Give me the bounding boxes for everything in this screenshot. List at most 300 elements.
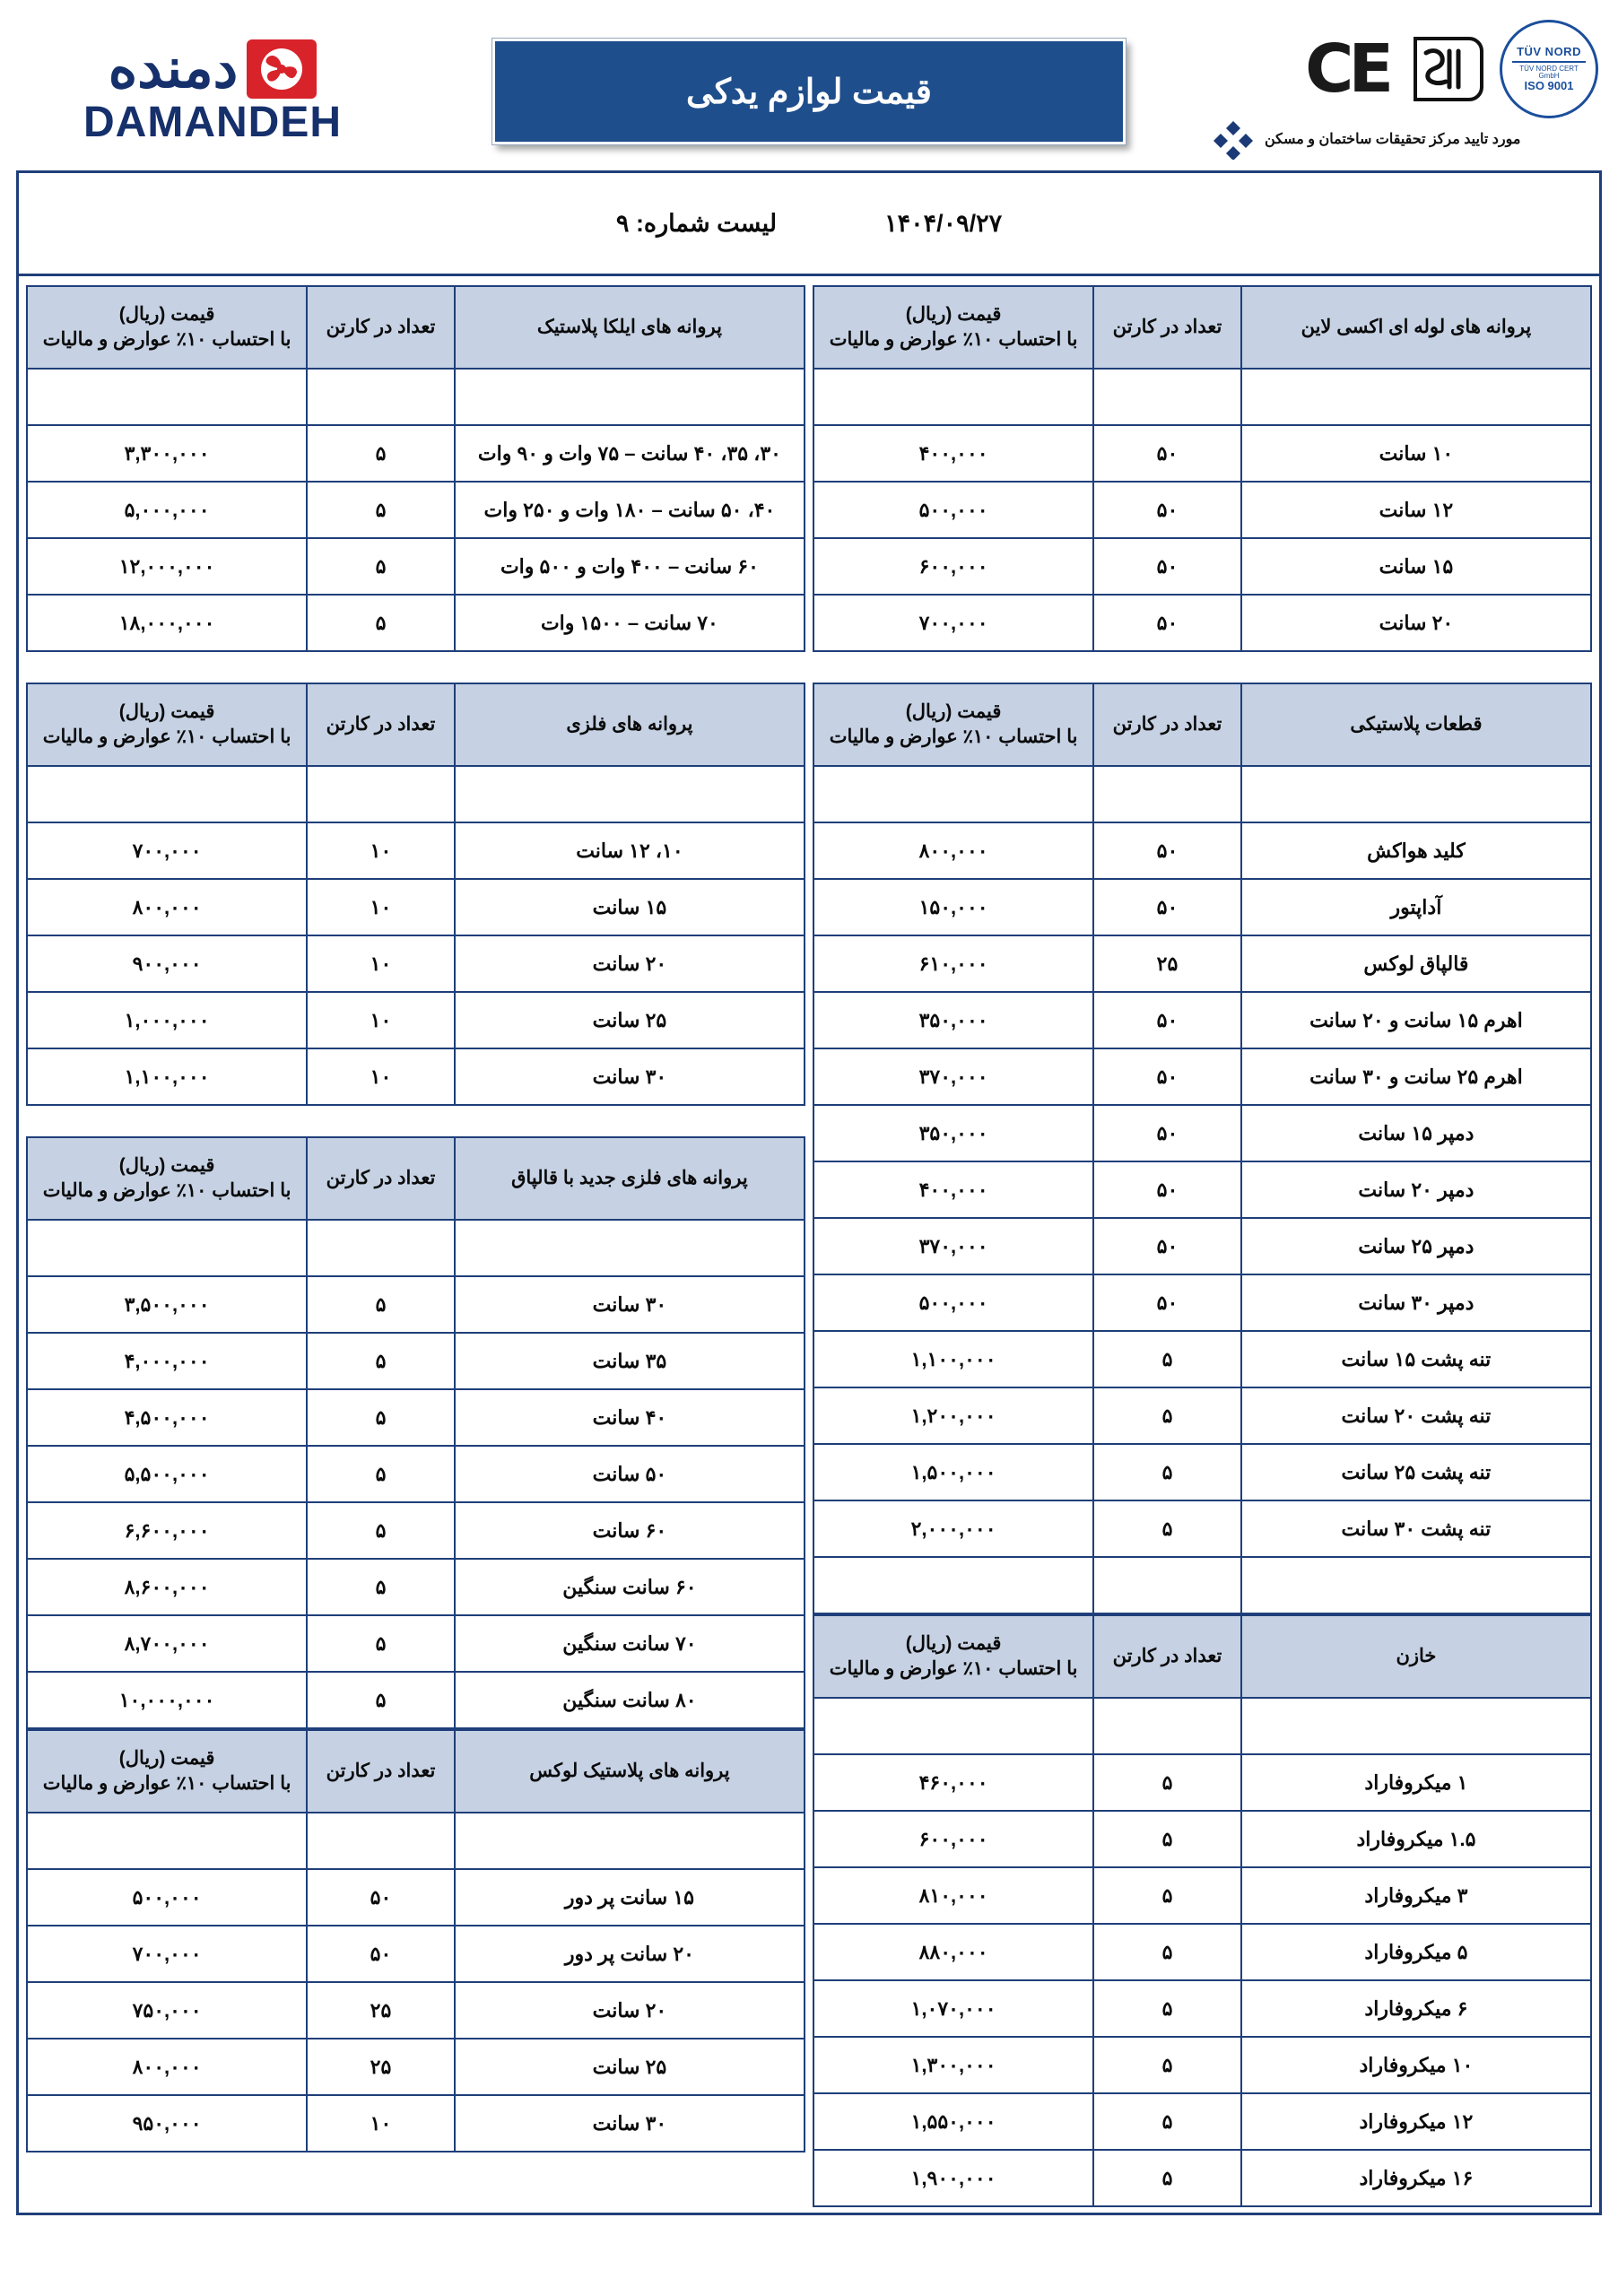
cell-price: ۷۰۰,۰۰۰ [813, 595, 1093, 651]
table-row [27, 2039, 805, 2095]
table-row [27, 2095, 805, 2152]
cell-name: آداپتور [1241, 879, 1591, 935]
cell-name: دمپر ۳۰ سانت [1241, 1274, 1591, 1331]
cell-count: ۵ [1093, 1867, 1241, 1924]
header-price [27, 1137, 307, 1220]
bhrc-icon [1213, 118, 1254, 160]
tuv-nord-icon [1500, 20, 1598, 118]
table-row [27, 879, 805, 935]
page-title: قیمت لوازم یدکی [686, 73, 932, 111]
table-row [27, 822, 805, 879]
cell-name: ۱۲ سانت [1241, 482, 1591, 538]
header-price-line1: قیمت (ریال) [118, 1154, 215, 1176]
table-row [813, 1105, 1591, 1161]
certs-row [1213, 20, 1598, 118]
cell-price: ۳۵۰,۰۰۰ [813, 1105, 1093, 1161]
cell-name: ۷۰ سانت سنگین [455, 1615, 805, 1672]
cell-name: ۲۰ سانت [455, 1982, 805, 2039]
table-row [27, 1048, 805, 1105]
table-header-row [27, 286, 805, 369]
cell-name: تنه پشت ۲۵ سانت [1241, 1444, 1591, 1500]
header-plastic-parts: قطعات پلاستیکی [1241, 683, 1591, 766]
header-count: تعداد در کارتن [1093, 1615, 1241, 1698]
spacer-cell [455, 1220, 805, 1276]
brand-top [109, 39, 318, 99]
cell-name: تنه پشت ۱۵ سانت [1241, 1331, 1591, 1387]
spacer-cell [307, 766, 455, 822]
cell-count: ۲۵ [307, 1982, 455, 2039]
tuv-line1: TÜV NORD [1517, 44, 1581, 58]
header-price-line2: با احتساب ۱۰٪ عوارض و مالیات [42, 329, 291, 350]
cell-price: ۳۵۰,۰۰۰ [813, 992, 1093, 1048]
cell-count: ۵۰ [307, 1926, 455, 1982]
cell-count: ۱۰ [307, 992, 455, 1048]
table-lux-plastic-impellers [26, 1729, 805, 2152]
table-header-row [27, 683, 805, 766]
table-row [813, 2150, 1591, 2206]
table-plastic-parts [813, 683, 1592, 1614]
table-row [27, 1559, 805, 1615]
fan-icon [247, 39, 317, 99]
cell-price: ۶۱۰,۰۰۰ [813, 935, 1093, 992]
header-ilka-plastic: پروانه های ایلکا پلاستیک [455, 286, 805, 369]
document-title-box [492, 39, 1126, 144]
table-row [27, 1982, 805, 2039]
header-price-line2: با احتساب ۱۰٪ عوارض و مالیات [829, 726, 1078, 747]
cell-count: ۱۰ [307, 822, 455, 879]
cell-count: ۵ [1093, 1331, 1241, 1387]
cell-name: ۳۰ سانت [455, 1276, 805, 1333]
cell-count: ۵۰ [1093, 1048, 1241, 1105]
table-row [27, 1869, 805, 1926]
company-logo [20, 39, 405, 145]
cell-name: ۵۰ سانت [455, 1446, 805, 1502]
header-price [813, 286, 1093, 369]
cell-count: ۵ [1093, 2037, 1241, 2093]
right-column [26, 285, 805, 2207]
header-axial-line-pipe: پروانه های لوله ای اکسی لاین [1241, 286, 1591, 369]
cell-count: ۵۰ [1093, 1274, 1241, 1331]
spacer-cell [307, 1220, 455, 1276]
cell-price: ۹۵۰,۰۰۰ [27, 2095, 307, 2152]
cell-name: تنه پشت ۲۰ سانت [1241, 1387, 1591, 1444]
cell-name: ۲۰ سانت پر دور [455, 1926, 805, 1982]
cell-count: ۵ [1093, 1980, 1241, 2037]
cell-price: ۳۷۰,۰۰۰ [813, 1048, 1093, 1105]
cell-name: ۱۵ سانت [1241, 538, 1591, 595]
table-row [813, 425, 1591, 482]
cell-price: ۱,۱۰۰,۰۰۰ [27, 1048, 307, 1105]
cell-name: اهرم ۲۵ سانت و ۳۰ سانت [1241, 1048, 1591, 1105]
cell-name: ۷۰ سانت – ۱۵۰۰ وات [455, 595, 805, 651]
cell-count: ۱۰ [307, 935, 455, 992]
table-row [813, 2037, 1591, 2093]
table-row [27, 482, 805, 538]
spacer-cell [27, 1813, 307, 1869]
cell-count: ۲۵ [307, 2039, 455, 2095]
header-metal-impellers: پروانه های فلزی [455, 683, 805, 766]
cell-price: ۸۰۰,۰۰۰ [27, 879, 307, 935]
spacer-row [813, 766, 1591, 822]
cell-name: ۲۵ سانت [455, 2039, 805, 2095]
table-row [27, 1615, 805, 1672]
cell-price: ۱,۹۰۰,۰۰۰ [813, 2150, 1093, 2206]
table-row [813, 1924, 1591, 1980]
cell-count: ۵۰ [1093, 595, 1241, 651]
cell-name: دمپر ۲۵ سانت [1241, 1218, 1591, 1274]
cell-price: ۱,۰۰۰,۰۰۰ [27, 992, 307, 1048]
cell-name: ۱۵ سانت پر دور [455, 1869, 805, 1926]
cell-count: ۵ [307, 595, 455, 651]
cell-price: ۵۰۰,۰۰۰ [27, 1869, 307, 1926]
cell-price: ۷۰۰,۰۰۰ [27, 1926, 307, 1982]
spacer-cell [1093, 1557, 1241, 1613]
header-price-line1: قیمت (ریال) [118, 700, 215, 722]
list-date: ۱۴۰۴/۰۹/۲۷ [884, 209, 1003, 237]
table-header-row [813, 286, 1591, 369]
cell-price: ۵,۰۰۰,۰۰۰ [27, 482, 307, 538]
table-axial-line-pipe [813, 285, 1592, 652]
cell-price: ۹۰۰,۰۰۰ [27, 935, 307, 992]
cell-count: ۵ [307, 1333, 455, 1389]
cell-price: ۷۵۰,۰۰۰ [27, 1982, 307, 2039]
cell-name: ۶۰ سانت [455, 1502, 805, 1559]
table-row [813, 1387, 1591, 1444]
table-row [813, 1218, 1591, 1274]
cell-count: ۵۰ [1093, 822, 1241, 879]
table-row [27, 1502, 805, 1559]
tuv-line3: GmbH [1538, 72, 1560, 80]
spacer-cell [455, 766, 805, 822]
table-metal-impellers [26, 683, 805, 1106]
cell-count: ۵ [307, 1615, 455, 1672]
table-row [813, 1331, 1591, 1387]
table-row [27, 595, 805, 651]
table-row [813, 1867, 1591, 1924]
brand-name-en: DAMANDEH [83, 98, 342, 146]
header-count: تعداد در کارتن [1093, 286, 1241, 369]
cell-name: ۴۰، ۵۰ سانت – ۱۸۰ وات و ۲۵۰ وات [455, 482, 805, 538]
table-gap [26, 1106, 805, 1136]
cell-name: ۵ میکروفاراد [1241, 1924, 1591, 1980]
tuv-line4: ISO 9001 [1524, 79, 1574, 93]
cell-price: ۴۰۰,۰۰۰ [813, 425, 1093, 482]
table-row [27, 1389, 805, 1446]
table-row [813, 538, 1591, 595]
spacer-row [813, 1557, 1591, 1613]
cell-name: قالپاق لوکس [1241, 935, 1591, 992]
spacer-row [813, 1698, 1591, 1754]
header-lux-plastic-impellers: پروانه های پلاستیک لوکس [455, 1730, 805, 1813]
cell-count: ۵ [1093, 1387, 1241, 1444]
header-count: تعداد در کارتن [307, 1137, 455, 1220]
cell-price: ۴,۵۰۰,۰۰۰ [27, 1389, 307, 1446]
table-row [27, 1926, 805, 1982]
cell-count: ۵ [307, 1389, 455, 1446]
spacer-cell [1093, 369, 1241, 425]
header-price-line1: قیمت (ریال) [905, 700, 1002, 722]
cell-price: ۱۸,۰۰۰,۰۰۰ [27, 595, 307, 651]
cell-price: ۴,۰۰۰,۰۰۰ [27, 1333, 307, 1389]
cell-name: ۱۲ میکروفاراد [1241, 2093, 1591, 2150]
bhrc-approval [1213, 118, 1598, 160]
cell-count: ۵ [1093, 1444, 1241, 1500]
header-price-line1: قیمت (ریال) [905, 1632, 1002, 1654]
cell-name: ۳۵ سانت [455, 1333, 805, 1389]
table-row [27, 935, 805, 992]
cell-name: دمپر ۱۵ سانت [1241, 1105, 1591, 1161]
cell-name: ۲۵ سانت [455, 992, 805, 1048]
cell-name: ۶۰ سانت سنگین [455, 1559, 805, 1615]
cell-count: ۵۰ [1093, 482, 1241, 538]
table-ilka-plastic [26, 285, 805, 652]
spacer-row [27, 1220, 805, 1276]
header-price [813, 683, 1093, 766]
table-gap [813, 652, 1592, 683]
header-price-line2: با احتساب ۱۰٪ عوارض و مالیات [42, 726, 291, 747]
header-count: تعداد در کارتن [1093, 683, 1241, 766]
cell-price: ۱,۲۰۰,۰۰۰ [813, 1387, 1093, 1444]
cell-price: ۵۰۰,۰۰۰ [813, 1274, 1093, 1331]
certification-marks [1213, 20, 1598, 160]
table-row [813, 2093, 1591, 2150]
cell-price: ۴۶۰,۰۰۰ [813, 1754, 1093, 1811]
cell-name: اهرم ۱۵ سانت و ۲۰ سانت [1241, 992, 1591, 1048]
cell-price: ۶۰۰,۰۰۰ [813, 1811, 1093, 1867]
table-row [813, 1811, 1591, 1867]
spacer-cell [1241, 1557, 1591, 1613]
table-row [813, 1048, 1591, 1105]
table-row [813, 595, 1591, 651]
header-price-line2: با احتساب ۱۰٪ عوارض و مالیات [42, 1773, 291, 1794]
spacer-cell [307, 1813, 455, 1869]
table-row [813, 879, 1591, 935]
header-price-line2: با احتساب ۱۰٪ عوارض و مالیات [829, 329, 1078, 350]
table-gap [26, 652, 805, 683]
header-count: تعداد در کارتن [307, 683, 455, 766]
spacer-cell [1241, 766, 1591, 822]
spacer-cell [813, 766, 1093, 822]
cell-name: ۸۰ سانت سنگین [455, 1672, 805, 1728]
cell-name: ۱ میکروفاراد [1241, 1754, 1591, 1811]
header-price-line1: قیمت (ریال) [118, 1747, 215, 1769]
header-count: تعداد در کارتن [307, 286, 455, 369]
cell-count: ۵ [307, 425, 455, 482]
cell-price: ۴۰۰,۰۰۰ [813, 1161, 1093, 1218]
table-row [27, 425, 805, 482]
cell-count: ۵۰ [307, 1869, 455, 1926]
cell-count: ۵۰ [1093, 1161, 1241, 1218]
table-capacitors [813, 1614, 1592, 2207]
cell-count: ۱۰ [307, 879, 455, 935]
cell-count: ۵ [307, 538, 455, 595]
header-metal-new-with-cap: پروانه های فلزی جدید با قالپاق [455, 1137, 805, 1220]
spacer-cell [27, 766, 307, 822]
cell-name: ۶۰ سانت – ۴۰۰ وات و ۵۰۰ وات [455, 538, 805, 595]
spacer-row [27, 1813, 805, 1869]
cell-price: ۶۰۰,۰۰۰ [813, 538, 1093, 595]
spacer-cell [1093, 766, 1241, 822]
table-metal-new-with-cap [26, 1136, 805, 1729]
spacer-cell [455, 369, 805, 425]
cell-count: ۵ [307, 1502, 455, 1559]
header-price [27, 286, 307, 369]
header-price [27, 683, 307, 766]
cell-name: ۱۵ سانت [455, 879, 805, 935]
ce-mark-icon: CE [1305, 30, 1388, 108]
cell-price: ۱,۰۷۰,۰۰۰ [813, 1980, 1093, 2037]
cell-count: ۵ [1093, 1811, 1241, 1867]
cell-price: ۳,۳۰۰,۰۰۰ [27, 425, 307, 482]
cell-count: ۵۰ [1093, 1218, 1241, 1274]
cell-count: ۵ [1093, 1754, 1241, 1811]
cell-price: ۱,۵۵۰,۰۰۰ [813, 2093, 1093, 2150]
table-row [813, 482, 1591, 538]
cell-price: ۸۰۰,۰۰۰ [813, 822, 1093, 879]
table-row [27, 992, 805, 1048]
header-price [813, 1615, 1093, 1698]
table-row [813, 1500, 1591, 1557]
cell-price: ۸,۶۰۰,۰۰۰ [27, 1559, 307, 1615]
cell-count: ۵ [1093, 2150, 1241, 2206]
cell-price: ۱,۱۰۰,۰۰۰ [813, 1331, 1093, 1387]
table-row [27, 1672, 805, 1728]
spacer-cell [813, 1557, 1093, 1613]
spacer-cell [27, 369, 307, 425]
isiri-standard-icon [1403, 30, 1485, 109]
cell-count: ۵۰ [1093, 425, 1241, 482]
cell-price: ۷۰۰,۰۰۰ [27, 822, 307, 879]
table-row [813, 822, 1591, 879]
cell-count: ۵ [1093, 1500, 1241, 1557]
cell-price: ۸۱۰,۰۰۰ [813, 1867, 1093, 1924]
spacer-cell [813, 1698, 1093, 1754]
header-price-line2: با احتساب ۱۰٪ عوارض و مالیات [829, 1658, 1078, 1679]
cell-count: ۵ [1093, 2093, 1241, 2150]
cell-price: ۸۸۰,۰۰۰ [813, 1924, 1093, 1980]
cell-price: ۳,۵۰۰,۰۰۰ [27, 1276, 307, 1333]
cell-count: ۵ [1093, 1924, 1241, 1980]
cell-count: ۵ [307, 1276, 455, 1333]
cell-count: ۲۵ [1093, 935, 1241, 992]
cell-name: ۲۰ سانت [1241, 595, 1591, 651]
cell-price: ۸,۷۰۰,۰۰۰ [27, 1615, 307, 1672]
cell-price: ۱,۵۰۰,۰۰۰ [813, 1444, 1093, 1500]
left-column [813, 285, 1592, 2207]
cell-name: ۳ میکروفاراد [1241, 1867, 1591, 1924]
header-price-line1: قیمت (ریال) [905, 303, 1002, 325]
table-row [813, 1161, 1591, 1218]
cell-name: ۱۰، ۱۲ سانت [455, 822, 805, 879]
table-row [27, 1333, 805, 1389]
cell-count: ۵۰ [1093, 992, 1241, 1048]
spacer-cell [307, 369, 455, 425]
table-header-row [27, 1730, 805, 1813]
brand-name-fa: دمنده [108, 37, 239, 100]
table-row [27, 538, 805, 595]
table-row [813, 1444, 1591, 1500]
cell-count: ۱۰ [307, 2095, 455, 2152]
table-row [813, 1274, 1591, 1331]
header-price-line1: قیمت (ریال) [118, 303, 215, 325]
spacer-cell [1241, 369, 1591, 425]
cell-price: ۵,۵۰۰,۰۰۰ [27, 1446, 307, 1502]
table-row [813, 935, 1591, 992]
cell-name: ۱۶ میکروفاراد [1241, 2150, 1591, 2206]
page-header [0, 0, 1618, 170]
table-row [27, 1446, 805, 1502]
cell-price: ۸۰۰,۰۰۰ [27, 2039, 307, 2095]
cell-name: تنه پشت ۳۰ سانت [1241, 1500, 1591, 1557]
spacer-cell [1241, 1698, 1591, 1754]
bhrc-caption: مورد تایید مرکز تحقیقات ساختمان و مسکن [1265, 132, 1521, 147]
cell-price: ۳۷۰,۰۰۰ [813, 1218, 1093, 1274]
cell-name: کلید هواکش [1241, 822, 1591, 879]
table-row [813, 992, 1591, 1048]
spacer-cell [455, 1813, 805, 1869]
cell-count: ۵۰ [1093, 538, 1241, 595]
table-row [813, 1754, 1591, 1811]
spacer-cell [1093, 1698, 1241, 1754]
cell-name: ۱۰ میکروفاراد [1241, 2037, 1591, 2093]
cell-count: ۵ [307, 1446, 455, 1502]
cell-price: ۱۵۰,۰۰۰ [813, 879, 1093, 935]
list-info-bar [19, 173, 1599, 276]
header-price-line2: با احتساب ۱۰٪ عوارض و مالیات [42, 1180, 291, 1201]
cell-count: ۵۰ [1093, 1105, 1241, 1161]
spacer-cell [27, 1220, 307, 1276]
cell-name: ۶ میکروفاراد [1241, 1980, 1591, 2037]
spacer-row [813, 369, 1591, 425]
cell-name: دمپر ۲۰ سانت [1241, 1161, 1591, 1218]
header-count: تعداد در کارتن [307, 1730, 455, 1813]
cell-count: ۵ [307, 482, 455, 538]
content-frame [16, 170, 1602, 2215]
spacer-row [27, 766, 805, 822]
cell-count: ۵ [307, 1672, 455, 1728]
table-header-row [813, 683, 1591, 766]
cell-count: ۵۰ [1093, 879, 1241, 935]
cell-count: ۱۰ [307, 1048, 455, 1105]
cell-price: ۶,۶۰۰,۰۰۰ [27, 1502, 307, 1559]
tables-container [19, 276, 1599, 2213]
cell-name: ۱.۵ میکروفاراد [1241, 1811, 1591, 1867]
cell-price: ۱۲,۰۰۰,۰۰۰ [27, 538, 307, 595]
spacer-cell [813, 369, 1093, 425]
table-header-row [813, 1615, 1591, 1698]
spacer-row [27, 369, 805, 425]
header-capacitors: خازن [1241, 1615, 1591, 1698]
cell-name: ۱۰ سانت [1241, 425, 1591, 482]
header-price [27, 1730, 307, 1813]
cell-name: ۳۰، ۳۵، ۴۰ سانت – ۷۵ وات و ۹۰ وات [455, 425, 805, 482]
tuv-divider [1512, 61, 1585, 63]
cell-price: ۵۰۰,۰۰۰ [813, 482, 1093, 538]
cell-price: ۱,۳۰۰,۰۰۰ [813, 2037, 1093, 2093]
cell-price: ۱۰,۰۰۰,۰۰۰ [27, 1672, 307, 1728]
table-header-row [27, 1137, 805, 1220]
table-row [27, 1276, 805, 1333]
cell-name: ۴۰ سانت [455, 1389, 805, 1446]
cell-price: ۲,۰۰۰,۰۰۰ [813, 1500, 1093, 1557]
tuv-line2: TÜV NORD CERT [1519, 64, 1579, 73]
list-number: لیست شماره: ۹ [615, 209, 778, 237]
cell-name: ۲۰ سانت [455, 935, 805, 992]
cell-name: ۳۰ سانت [455, 1048, 805, 1105]
table-row [813, 1980, 1591, 2037]
cell-name: ۳۰ سانت [455, 2095, 805, 2152]
cell-count: ۵ [307, 1559, 455, 1615]
